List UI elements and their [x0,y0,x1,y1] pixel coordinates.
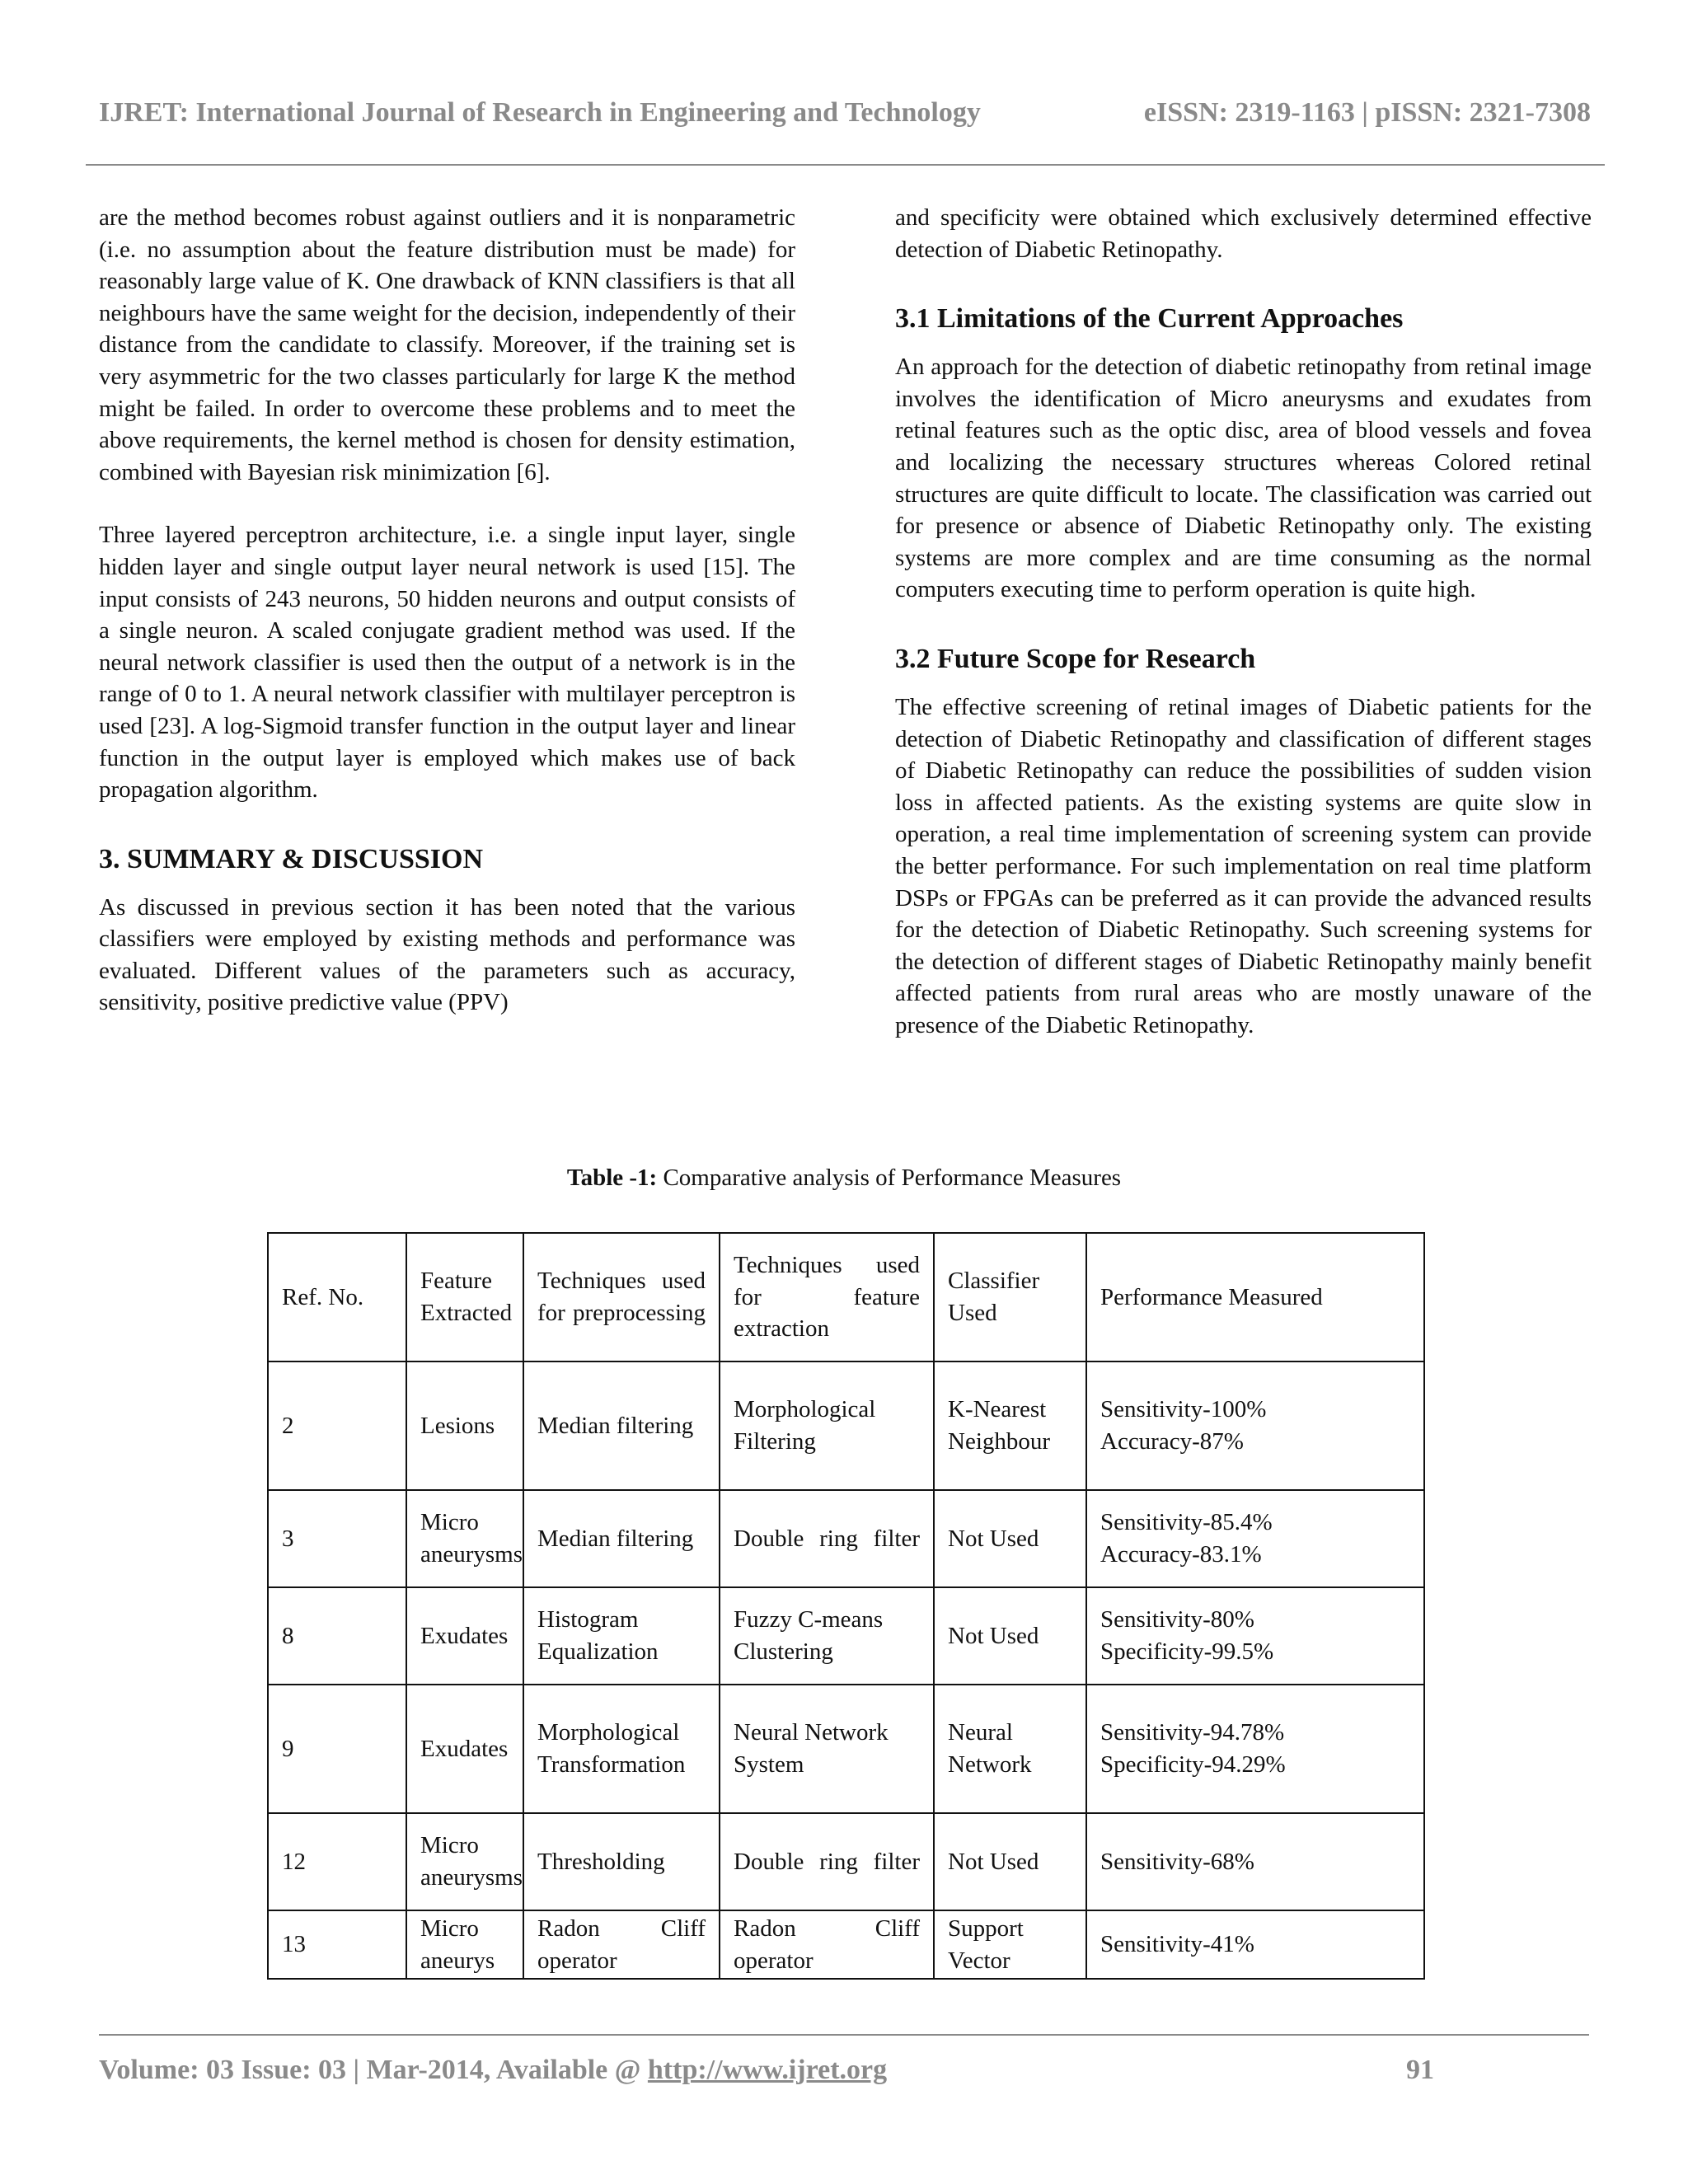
issn: eISSN: 2319-1163 | pISSN: 2321-7308 [1143,97,1591,128]
preprocessing-cell: Radon Cliff operator [523,1910,720,1979]
extraction-cell: Double ring filter [720,1813,934,1910]
table-row [268,1490,1424,1587]
performance-cell: Sensitivity-94.78% Specificity-94.29% [1086,1685,1424,1813]
ref-cell: 13 [268,1910,406,1979]
header-cell: Performance Measured [1086,1233,1424,1361]
feature-cell: Micro aneurysms [406,1813,523,1910]
table-row [268,1361,1424,1490]
caption-label: Table -1: [566,1165,658,1191]
table-row [268,1685,1424,1813]
performance-cell: Sensitivity-41% [1086,1910,1424,1979]
feature-cell: Exudates [406,1587,523,1685]
classifier-cell: Not Used [934,1813,1086,1910]
performance-table [267,1232,1425,1980]
classifier-cell: Not Used [934,1587,1086,1685]
table-row [268,1813,1424,1910]
subsection-heading: 3.1 Limitations of the Current Approaches [895,303,1404,335]
ref-cell: 12 [268,1813,406,1910]
page-number: 91 [1406,2055,1434,2085]
paragraph: An approach for the detection of diabetic retinopathy from retinal image involves the identification of Micro aneurysms and exudates from retinal features such as the optic disc, area of blood vessels and fovea and localizing the necessary structures whereas Colored retinal structures are quite difficult to locate. The classification was carried out for presence or absence of Diabetic Retinopathy only. The existing systems are more complex and are time consuming as the normal computers executing time to perform operation is quite high. [895,354,1592,603]
running-header [99,97,1591,129]
feature-cell: Micro aneurys [406,1910,523,1979]
preprocessing-cell: Histogram Equalization [523,1587,720,1685]
performance-cell: Sensitivity-85.4% Accuracy-83.1% [1086,1490,1424,1587]
ref-cell: 9 [268,1685,406,1813]
classifier-cell: Not Used [934,1490,1086,1587]
running-footer [99,2055,1434,2086]
preprocessing-cell: Median filtering [523,1490,720,1587]
journal-link[interactable]: http://www.ijret.org [647,2055,888,2085]
journal-title: IJRET: International Journal of Research in Engineering and Technology [99,97,981,128]
table-row [268,1587,1424,1685]
ref-cell: 8 [268,1587,406,1685]
header-cell: Techniques used for feature extraction [720,1233,934,1361]
section-heading: 3. SUMMARY & DISCUSSION [99,843,484,874]
caption-text: Comparative analysis of Performance Measures [657,1165,1122,1191]
header-cell: Ref. No. [268,1233,406,1361]
table-header-row [268,1233,1424,1361]
classifier-cell: Neural Network [934,1685,1086,1813]
paragraph: are the method becomes robust against outliers and it is nonparametric (i.e. no assumption about the feature distribution must be made) for reasonably large value of K. One drawback of KNN classifiers is that all neighbours have the same weight for the decision, independently of their distance from the candidate to classify. Moreover, if the training set is very asymmetric for the two classes particularly for large K the method might be failed. In order to overcome these problems and to meet the above requirements, the kernel method is chosen for density estimation, combined with Bayesian risk minimization [6]. [99,204,795,485]
volume-info: Volume: 03 Issue: 03 | Mar-2014, Available @ http://www.ijret.org [99,2055,888,2085]
classifier-cell: Support Vector [934,1910,1086,1979]
footer-rule [99,2034,1589,2036]
paragraph: and specificity were obtained which exclusively determined effective detection of Diabetic Retinopathy. [895,204,1592,263]
classifier-cell: K-Nearest Neighbour [934,1361,1086,1490]
performance-cell: Sensitivity-100% Accuracy-87% [1086,1361,1424,1490]
header-cell: Feature Extracted [406,1233,523,1361]
paragraph: Three layered perceptron architecture, i.e. a single input layer, single hidden layer and single output layer neural network is used [15]. The input consists of 243 neurons, 50 hidden neurons and output consists of a single neuron. A scaled conjugate gradient method was used. If the neural network classifier is used then the output of a network is in the range of 0 to 1. A neural network classifier with multilayer perceptron is used [23]. A log-Sigmoid transfer function in the output layer and linear function in the output layer is employed which makes use of back propagation algorithm. [99,522,795,804]
feature-cell: Micro aneurysms [406,1490,523,1587]
right-column [895,202,1592,1041]
ref-cell: 2 [268,1361,406,1490]
left-column [99,202,795,1019]
feature-cell: Exudates [406,1685,523,1813]
preprocessing-cell: Median filtering [523,1361,720,1490]
header-rule [86,164,1605,166]
subsection-heading: 3.2 Future Scope for Research [895,643,1256,674]
paragraph: The effective screening of retinal images of Diabetic patients for the detection of Diabetic Retinopathy and classification of different stages of Diabetic Retinopathy can reduce the possibilities of sudden vision loss in affected patients. As the existing systems are quite slow in operation, a real time implementation of screening system can provide the better performance. For such implementation on real time platform DSPs or FPGAs can be preferred as it can provide the advanced results for the detection of Diabetic Retinopathy. Such screening systems for the detection of different stages of Diabetic Retinopathy mainly benefit affected patients from rural areas who are mostly unaware of the presence of the Diabetic Retinopathy. [895,693,1592,1038]
preprocessing-cell: Morphological Transformation [523,1685,720,1813]
paragraph: As discussed in previous section it has been noted that the various classifiers were employed by existing methods and performance was evaluated. Different values of the parameters such as accuracy, sensitivity, positive predictive value (PPV) [99,893,795,1016]
performance-cell: Sensitivity-80% Specificity-99.5% [1086,1587,1424,1685]
table-caption [0,1165,1688,1192]
extraction-cell: Radon Cliff operator [720,1910,934,1979]
extraction-cell: Morphological Filtering [720,1361,934,1490]
performance-cell: Sensitivity-68% [1086,1813,1424,1910]
header-cell: Classifier Used [934,1233,1086,1361]
extraction-cell: Fuzzy C-means Clustering [720,1587,934,1685]
preprocessing-cell: Thresholding [523,1813,720,1910]
ref-cell: 3 [268,1490,406,1587]
extraction-cell: Neural Network System [720,1685,934,1813]
extraction-cell: Double ring filter [720,1490,934,1587]
table-row [268,1910,1424,1979]
feature-cell: Lesions [406,1361,523,1490]
header-cell: Techniques used for preprocessing [523,1233,720,1361]
